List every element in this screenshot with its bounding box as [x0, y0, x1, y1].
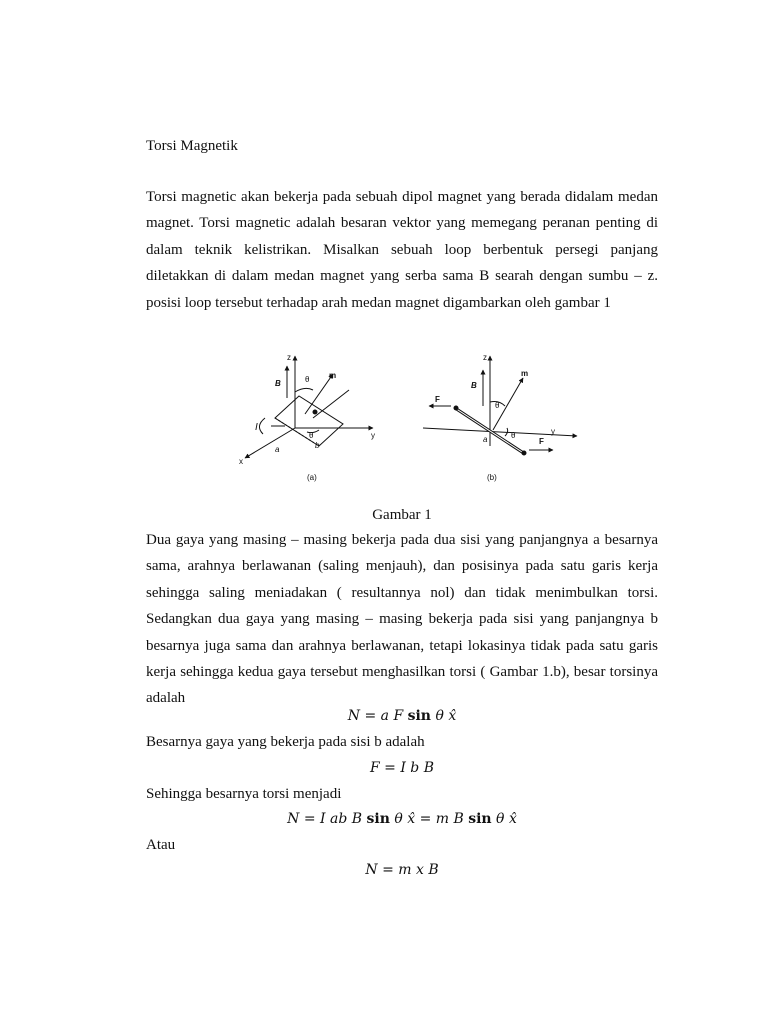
diagram-a-a-label: a: [275, 445, 280, 454]
diagram-b-caption: (b): [487, 473, 497, 482]
diagram-b-theta-label: θ: [495, 401, 500, 410]
diagram-b-dot-right: [522, 451, 526, 455]
force-text: Besarnya gaya yang bekerja pada sisi b adalah: [146, 734, 425, 750]
diagram-b-z-label: z: [483, 353, 487, 362]
explanation-paragraph: Dua gaya yang masing – masing bekerja pada dua sisi yang panjangnya a besarnya sama, arahnya berlawanan (saling menjauh), dan posisinya pada satu garis kerja sehingga saling meniadakan ( resultannya nol) dan tidak menimbulkan torsi. Sedangkan dua gaya yang masing – masing bekerja pada sisi yang panjangnya b besarnya juga sama dan arahnya berlawanan, tetapi lokasinya tidak pada satu garis kerja sehingga kedua gaya tersebut menghasilkan torsi ( Gambar 1.b), besar torsinya adalah: [146, 532, 658, 707]
diagram-a-theta-arc: [295, 388, 313, 392]
diagram-a-b-side-label: b: [315, 441, 320, 450]
equation-torque-2-sin2: sin: [468, 811, 492, 827]
diagram-a-x-label: x: [239, 457, 243, 466]
equation-torque-1: [146, 707, 658, 725]
or-text: Atau: [146, 837, 176, 853]
intro-paragraph: Torsi magnetic akan bekerja pada sebuah dipol magnet yang berada didalam medan magnet. Torsi magnetic adalah besaran vektor yang memegang peranan penting di dalam teknik kelistrikan. Misalkan sebuah loop berbentuk persegi panjang diletakkan di dalam medan magnet yang serba sama B searah dengan sumbu – z. posisi loop tersebut terhadap arah medan magnet digambarkan oleh gambar 1: [146, 189, 658, 311]
equation-force: F = I b B: [369, 760, 435, 776]
diagram-a-x-axis: [245, 428, 295, 458]
equation-torque-1-sin: sin: [407, 708, 431, 724]
equation-torque-2-part1: N = I ab B: [287, 811, 367, 827]
diagram-a-current-arc: [259, 418, 265, 434]
diagram-a-theta-label: θ: [305, 375, 310, 384]
equation-torque-2-part3: θ x̂: [491, 811, 517, 827]
diagram-b-y-label: y: [551, 427, 555, 436]
diagram-b-dot-left: [454, 406, 458, 410]
equation-torque-2-sin1: sin: [366, 811, 390, 827]
diagram-a-m-label: m: [329, 371, 337, 380]
diagram-a-center-dot: [313, 410, 317, 414]
diagram-b-theta2-label: θ: [511, 431, 516, 440]
diagram-b: [423, 356, 577, 455]
diagram-a-z-label: z: [287, 353, 291, 362]
diagram-a-current-label: I: [255, 422, 258, 433]
diagram-a-y-label: y: [371, 431, 375, 440]
equation-torque-3: N = m x B: [365, 862, 439, 878]
equation-torque-2-part2: θ x̂ = m B: [389, 811, 469, 827]
figure-1-drawing: [225, 346, 585, 488]
diagram-b-m-label: m: [521, 369, 529, 378]
diagram-b-b-label: B: [471, 381, 477, 390]
figure-1: [225, 346, 585, 493]
diagram-b-a-label: a: [483, 435, 488, 444]
equation-torque-2: [146, 810, 658, 828]
equation-torque-1-part1: N = a F: [347, 708, 408, 724]
equation-torque-1-part2: θ x̂: [431, 708, 457, 724]
diagram-b-f-left-label: F: [435, 395, 440, 404]
diagram-a: [245, 356, 373, 458]
torque-text: Sehingga besarnya torsi menjadi: [146, 786, 342, 802]
figure-caption: Gambar 1: [372, 507, 432, 523]
section-title: Torsi Magnetik: [146, 138, 238, 154]
diagram-a-theta2-label: θ: [309, 431, 314, 440]
diagram-a-caption: (a): [307, 473, 317, 482]
diagram-b-f-right-label: F: [539, 437, 544, 446]
diagram-a-b-label: B: [275, 379, 281, 388]
